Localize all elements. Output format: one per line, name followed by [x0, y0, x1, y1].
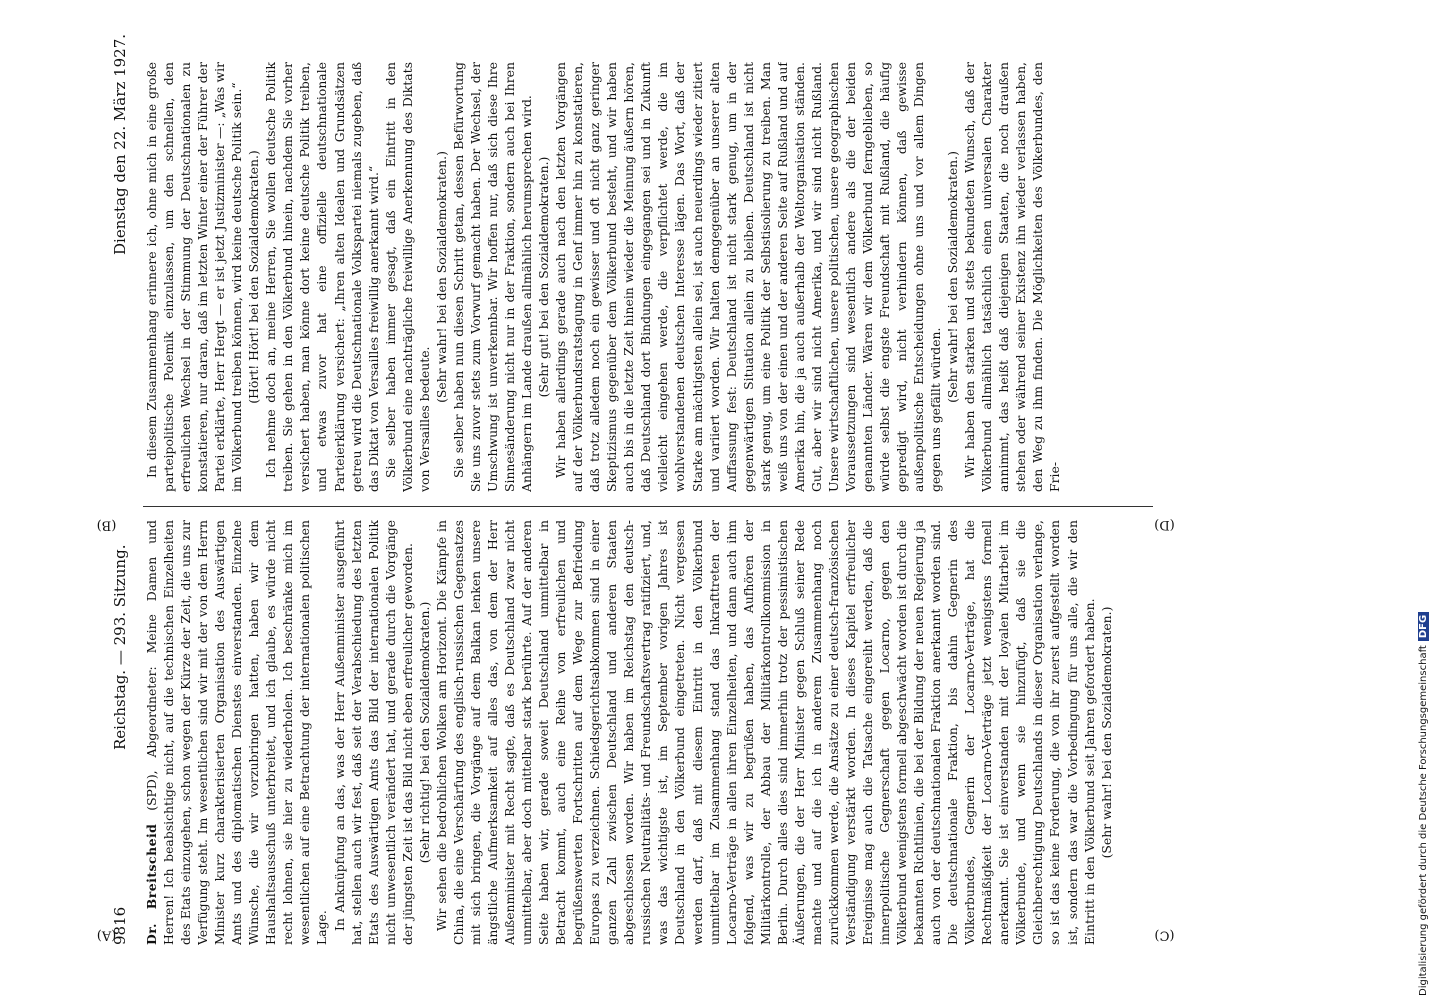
- session-date: Dienstag den 22. März 1927.: [111, 33, 129, 255]
- page-header: [105, 33, 139, 955]
- reaction-note: (Sehr wahr! bei den Sozialdemokraten.): [433, 151, 449, 403]
- right-text-column: [143, 62, 1163, 492]
- paragraph: Wir haben allerdings gerade auch nach den letzten Vorgängen auf der Völkerbundsratstagung in Genf immer hin zu konstatieren, daß trotz alledem noch ein gewisser und oft nicht ganz geringer Skeptizismus gegenüber dem Völkerbund besteht, und wir haben auch bis in die letzte Zeit hinein wieder die Meinung äußern hören, daß Deutschland dort Bindungen eingegangen sei und in Zukunft vielleicht eingehen werde, die verpflichtet werde, die im wohlverstandenen deutschen Interesse lägen. Das Wort, daß der Starke am mächtigsten allein sei, ist auch neuerdings wieder zitiert und variiert worden. Wir halten demgegenüber an unserer alten Auffassung fest: Deutschland ist nicht stark genug, um in der gegenwärtigen Situation allein zu bleiben. Deutschland ist nicht stark genug, um eine Politik der Selbstisolierung zu treiben. Man weiß uns von der einen und der anderen Seite auf Rußland und auf Amerika hin, die ja auch außerhalb der Weltorganisation ständen. Gut, aber wir sind nicht Amerika, und wir sind nicht Rußland. Unsere wirtschaftlichen, unsere politischen, unsere geographischen Voraussetzungen sind wesentlich andere als die der beiden genannten Länder. Wären wir dem Völkerbund ferngeblieben, so würde selbst die engste Freundschaft mit Rußland, die häufig gepredigt wird, nicht verhindern können, daß gewisse außenpolitische Entscheidungen ohne uns und vor allem Dingen gegen uns gefällt würden.: [553, 62, 944, 492]
- rotated-document-page: [96, 33, 1175, 955]
- paragraph: Wir haben den starken und stets bekundeten Wunsch, daß der Völkerbund allmählich tatsächlich einen universalen Charakter annimmt, das heißt daß diejenigen Staaten, die noch draußen stehen oder während seiner Existenz ihn wieder verlassen haben, den Weg zu ihm finden. Die Möglichkeiten des Völkerbundes, den Frie-: [962, 62, 1063, 492]
- margin-marker-d: (D): [1154, 517, 1175, 533]
- credit-text: Digitalisierung gefördert durch die Deutsche Forschungsgemeinschaft: [1418, 645, 1429, 996]
- reaction-note: (Sehr richtig! bei den Sozialdemokraten.): [416, 601, 432, 864]
- page-number: 9816: [111, 906, 129, 945]
- paragraph: In Anknüpfung an das, was der Herr Außenminister ausgeführt hat, stellen auch wir fest, daß seit der Verabschiedung des letzten Etats des Auswärtigen Amts das Bild der internationalen Politik nicht unwesentlich verändert hat, und gerade durch die Vorgänge der jüngsten Zeit ist das Bild nicht eben erfreulicher geworden.: [331, 520, 415, 945]
- column-divider: [143, 506, 1153, 507]
- paragraph: (SPD), Abgeordneter: Meine Damen und Herren! Ich beabsichtige nicht, auf die technischen Einzelheiten des Etats einzugehen, schon wegen der Kürze der Zeit, die uns zur Verfügung steht. Im wesentlichen sind wir mit der von dem Herrn Minister kurz charakterisierten Organisation des Auswärtigen Amts und des diplomatischen Dienstes einverstanden. Einzelne Wünsche, die wir vorzubringen hatten, haben wir dem Haushaltsausschuß unterbreitet, und ich glaube, es würde nicht recht lohnen, sie hier zu wiederholen. Ich beschränke mich im wesentlichen auf eine Betrachtung der internationalen politischen Lage.: [144, 520, 330, 945]
- reaction-note: (Hört! Hört! bei den Sozialdemokraten.): [246, 150, 262, 404]
- paragraph: Sie selber haben nun diesen Schritt getan, dessen Befürwortung Sie uns zuvor stets zum Vorwurf gemacht haben. Der Wechsel, der Umschwung ist unverkennbar. Wir hoffen nur, daß sich diese Ihre Sinnesänderung nicht nur in der Fraktion, sondern auch bei Ihren Anhängern im Lande draußen allmählich herumsprechen wird.: [450, 62, 535, 492]
- paragraph: Sie selber haben immer gesagt, daß ein Eintritt in den Völkerbund eine nachträgliche freiwillige Anerkennung des Diktats von Versailles bedeute.: [382, 62, 432, 492]
- speaker-name: Dr. Breitscheid: [144, 823, 159, 945]
- session-title: Reichstag. — 293. Sitzung.: [111, 544, 129, 750]
- speech-opening: [143, 520, 331, 945]
- paragraph: Wir sehen die bedrohlichen Wolken am Horizont. Die Kämpfe in China, die eine Verschärfung des englisch-russischen Gegensatzes mit sich bringen, die Vorgänge auf dem Balkan lenken unsere ängstliche Aufmerksamkeit auf alles das, von dem der Herr Außenminister mit Recht sagte, daß es Deutschland zwar nicht unmittelbar, aber doch mittelbar stark berührte. Auf der anderen Seite haben wir, gerade soweit Deutschland unmittelbar in Betracht kommt, auch eine Reihe von erfreulichen und begrüßenswerten Fortschritten auf dem Wege zur Befriedung Europas zu verzeichnen. Schiedsgerichtsabkommen sind in einer ganzen Zahl zwischen Deutschland und anderen Staaten abgeschlossen worden. Wir haben im Reichstag den deutsch-russischen Neutralitäts- und Freundschaftsvertrag ratifiziert, und, was das wichtigste ist, im September vorigen Jahres ist Deutschland in den Völkerbund eingetreten. Nicht vergessen werden darf, daß mit diesem Eintritt in den Völkerbund unmittelbar im Zusammenhang stand das Inkrafttreten der Locarno-Verträge in allen ihren Einzelheiten, und dann auch ihm folgend, was wir zu begrüßen haben, das Aufhören der Militärkontrolle, der Abbau der Militärkontrollkommission in Berlin. Durch alles dies sind immerhin trotz der pessimistischen Äußerungen, die der Herr Minister gegen Schluß seiner Rede machte und auf die ich in anderem Zusammenhang noch zurückkommen werde, die Ansätze zu einer deutsch-französischen Verständigung verstärkt worden. In dieses Kapitel erfreulicher Ereignisse mag auch die Tatsache eingereiht werden, daß die innerpolitische Gegnerschaft gegen Locarno, gegen den Völkerbund wenigstens formell abgeschwächt worden ist durch die bekannten Richtlinien, die bei der Bildung der neuen Regierung ja auch von der deutschnationalen Fraktion anerkannt worden sind. Die deutschnationale Fraktion, bis dahin Gegnerin des Völkerbundes, Gegnerin der Locarno-Verträge, hat die Rechtmäßigkeit der Locarno-Verträge jetzt wenigstens formell anerkannt. Sie ist einverstanden mit der loyalen Mitarbeit im Völkerbunde, und wenn sie hinzufügt, daß sie die Gleichberechtigung Deutschlands in dieser Organisation verlange, so ist das keine Forderung, die von ihr zuerst aufgestellt worden ist, sondern das war die Vorbedingung für uns alle, die wir den Eintritt in den Völkerbund seit Jahren gefordert haben.: [433, 520, 1097, 945]
- paragraph: In diesem Zusammenhang erinnere ich, ohne mich in eine große parteipolitische Polemik einzulassen, um den schnellen, den erfreulichen Wechsel in der Stimmung der Deutschnationalen zu konstatieren, nur daran, daß im letzten Winter einer der Führer der Partei erklärte, Herr Hergt — er ist jetzt Justizminister —: „Was wir im Völkerbund treiben können, wird keine deutsche Politik sein.“: [144, 62, 245, 492]
- left-text-column: [143, 520, 1163, 945]
- reaction-note: (Sehr gut! bei den Sozialdemokraten.): [536, 156, 552, 398]
- margin-marker-b: (B): [96, 517, 117, 533]
- margin-marker-c: (C): [1154, 927, 1175, 943]
- paragraph: Ich nehme doch an, meine Herren, Sie wollen deutsche Politik treiben. Sie gehen in den Völkerbund hinein, nachdem Sie vorher versichert haben, man könne dort keine deutsche Politik treiben, und etwas zuvor hat eine offizielle deutschnationale Parteierklärung versichert: „Ihren alten Idealen und Grundsätzen getreu wird die Deutschnationale Volkspartei niemals zugeben, daß das Diktat von Versailles freiwillig anerkannt wird.“: [263, 62, 381, 492]
- reaction-note: (Sehr wahr! bei den Sozialdemokraten.): [1098, 606, 1114, 859]
- digitization-credit: [1418, 612, 1429, 996]
- reaction-note: (Sehr wahr! bei den Sozialdemokraten.): [945, 151, 961, 403]
- dfg-logo: DFG: [1418, 612, 1429, 641]
- margin-marker-a: (A): [96, 927, 117, 943]
